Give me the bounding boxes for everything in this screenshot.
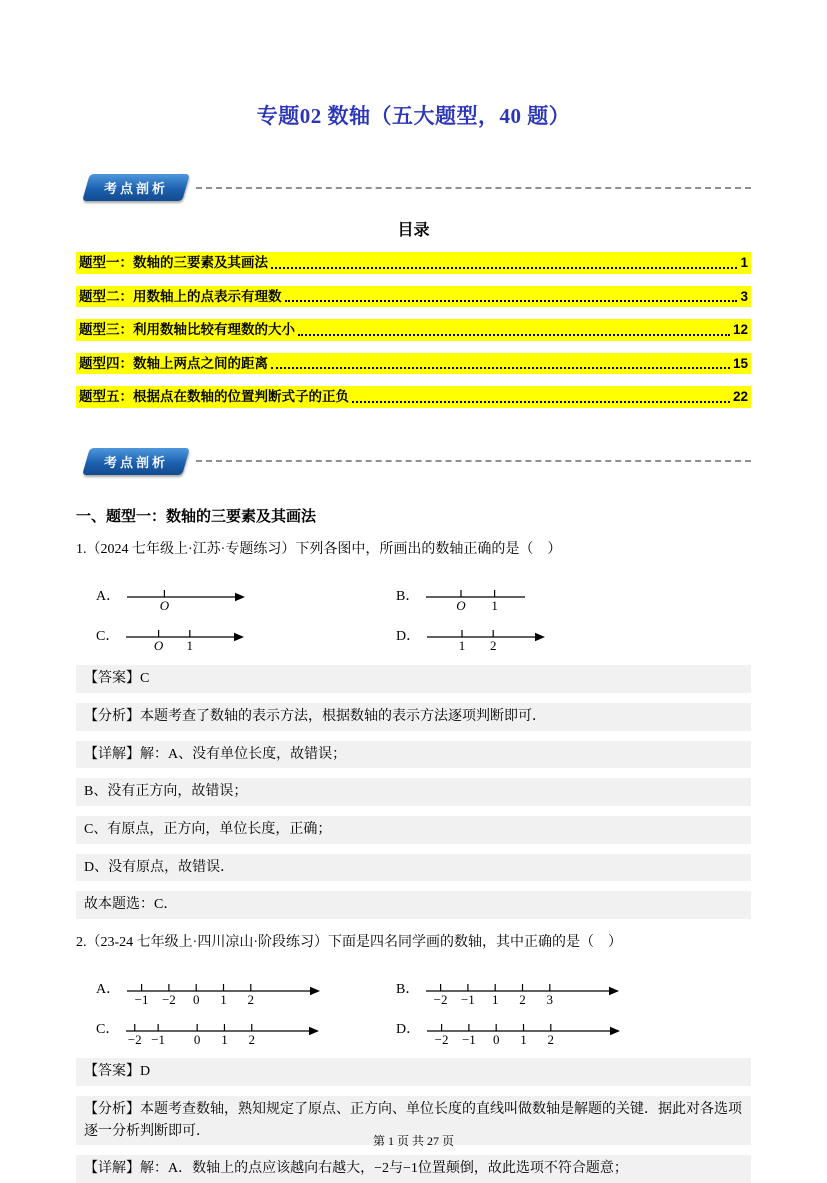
option-d	[396, 1008, 751, 1048]
option-c	[96, 615, 396, 655]
section-heading: 一、题型一：数轴的三要素及其画法	[76, 507, 317, 525]
kaodian-banner-row-2	[86, 448, 751, 475]
kaodian-banner	[82, 448, 190, 475]
analysis-line: 【分析】本题考查数轴，熟知规定了原点、正方向、单位长度的直线叫做数轴是解题的关键．据此对各选项逐一分析判断即可．	[76, 1096, 751, 1145]
answer-line: 【答案】C	[76, 665, 751, 693]
dashed-divider	[196, 187, 751, 189]
option-c	[96, 1008, 396, 1048]
question-2-options	[76, 968, 751, 1048]
option-a-label: A．	[96, 589, 121, 605]
svg-text:0: 0	[194, 1032, 201, 1047]
svg-text:1: 1	[520, 1032, 527, 1047]
svg-text:−2: −2	[128, 1032, 143, 1047]
toc-page-number: 22	[732, 389, 748, 405]
toc-page-number: 1	[740, 255, 748, 271]
svg-text:3: 3	[546, 992, 554, 1007]
svg-text:1: 1	[186, 638, 194, 653]
svg-text:−1: −1	[462, 1032, 476, 1047]
toc	[76, 252, 751, 408]
solution-line: 故本题选：C．	[76, 891, 751, 919]
svg-text:−2: −2	[434, 992, 448, 1007]
analysis-line: 【分析】本题考查了数轴的表示方法，根据数轴的表示方法逐项判断即可．	[76, 703, 751, 731]
svg-text:−1: −1	[461, 992, 476, 1007]
numberline-diagram-b	[425, 970, 620, 1006]
toc-page-number: 15	[732, 355, 748, 371]
toc-item	[76, 319, 751, 341]
solution-line: 【详解】解：A．数轴上的点应该越向右越大，−2与−1位置颠倒，故此选项不符合题意；	[76, 1155, 751, 1183]
kaodian-banner-label: 考点剖析	[104, 454, 169, 470]
answer-line: 【答案】D	[76, 1058, 751, 1086]
option-c-label: C．	[96, 1022, 120, 1038]
svg-text:1: 1	[220, 992, 227, 1007]
svg-text:−1: −1	[151, 1032, 166, 1047]
question-1-options	[76, 575, 751, 655]
svg-text:1: 1	[221, 1032, 229, 1047]
toc-item-label: 题型二：用数轴上的点表示有理数	[79, 288, 282, 304]
option-b-label: B．	[396, 982, 420, 998]
numberline-diagram-a	[126, 970, 321, 1006]
svg-text:1: 1	[458, 638, 466, 653]
toc-dot-leader	[352, 401, 730, 403]
numberline-diagram-d	[426, 618, 546, 652]
toc-dot-leader	[298, 334, 730, 336]
svg-text:O: O	[154, 638, 164, 653]
svg-text:0: 0	[193, 992, 200, 1007]
toc-item-label: 题型三：利用数轴比较有理数的大小	[79, 322, 295, 338]
option-a	[96, 968, 396, 1008]
footer-page-number: 第 1 页 共 27 页	[372, 1134, 454, 1148]
toc-item-label: 题型五：根据点在数轴的位置判断式子的正负	[79, 389, 349, 405]
svg-text:−2: −2	[434, 1032, 449, 1047]
toc-dot-leader	[271, 367, 730, 369]
svg-text:2: 2	[490, 638, 497, 653]
option-a	[96, 575, 396, 615]
svg-text:−2: −2	[162, 992, 176, 1007]
numberline-diagram-c	[125, 1010, 320, 1046]
toc-item	[76, 286, 751, 308]
svg-text:1: 1	[491, 598, 499, 613]
toc-item-label: 题型一：数轴的三要素及其画法	[79, 255, 268, 271]
option-d-label: D．	[396, 1022, 421, 1038]
option-c-label: C．	[96, 629, 120, 645]
toc-item	[76, 386, 751, 408]
svg-text:2: 2	[547, 1032, 555, 1047]
option-a-label: A．	[96, 982, 121, 998]
option-b	[396, 968, 751, 1008]
numberline-diagram-d	[426, 1010, 621, 1046]
numberline-diagram-a	[126, 578, 246, 612]
kaodian-banner-row-1	[86, 174, 751, 201]
toc-item	[76, 353, 751, 375]
numberline-diagram-b	[425, 578, 545, 612]
toc-page-number: 3	[740, 288, 748, 304]
solution-line: B、没有正方向，故错误；	[76, 778, 751, 806]
option-d-label: D．	[396, 629, 421, 645]
toc-page-number: 12	[732, 322, 748, 338]
svg-text:2: 2	[519, 992, 527, 1007]
svg-text:0: 0	[493, 1032, 500, 1047]
kaodian-banner	[82, 174, 190, 201]
solution-line: D、没有原点，故错误．	[76, 854, 751, 882]
svg-text:−1: −1	[134, 992, 149, 1007]
question-2-stem: 2.（23-24 七年级上·四川凉山·阶段练习）下面是四名同学画的数轴，其中正确的是（ ）	[76, 935, 622, 950]
question-1-stem: 1.（2024 七年级上·江苏·专题练习）下列各图中，所画出的数轴正确的是（ ）	[76, 541, 562, 557]
toc-item-label: 题型四：数轴上两点之间的距离	[79, 355, 268, 371]
toc-item	[76, 252, 751, 274]
svg-text:2: 2	[248, 1032, 256, 1047]
svg-text:2: 2	[247, 992, 255, 1007]
option-b-label: B．	[396, 589, 420, 605]
svg-text:O: O	[456, 598, 467, 613]
numberline-diagram-c	[125, 618, 245, 652]
solution-line: 【详解】解：A、没有单位长度，故错误；	[76, 741, 751, 769]
svg-text:1: 1	[492, 992, 499, 1007]
dashed-divider	[196, 460, 751, 462]
toc-dot-leader	[271, 267, 737, 269]
option-d	[396, 615, 751, 655]
kaodian-banner-label: 考点剖析	[104, 181, 169, 197]
toc-heading: 目录	[397, 222, 430, 240]
page-title: 专题02 数轴（五大题型，40 题）	[256, 104, 571, 129]
toc-dot-leader	[285, 300, 738, 302]
svg-text:O: O	[159, 598, 170, 613]
option-b	[396, 575, 751, 615]
solution-line: C、有原点，正方向，单位长度，正确；	[76, 816, 751, 844]
